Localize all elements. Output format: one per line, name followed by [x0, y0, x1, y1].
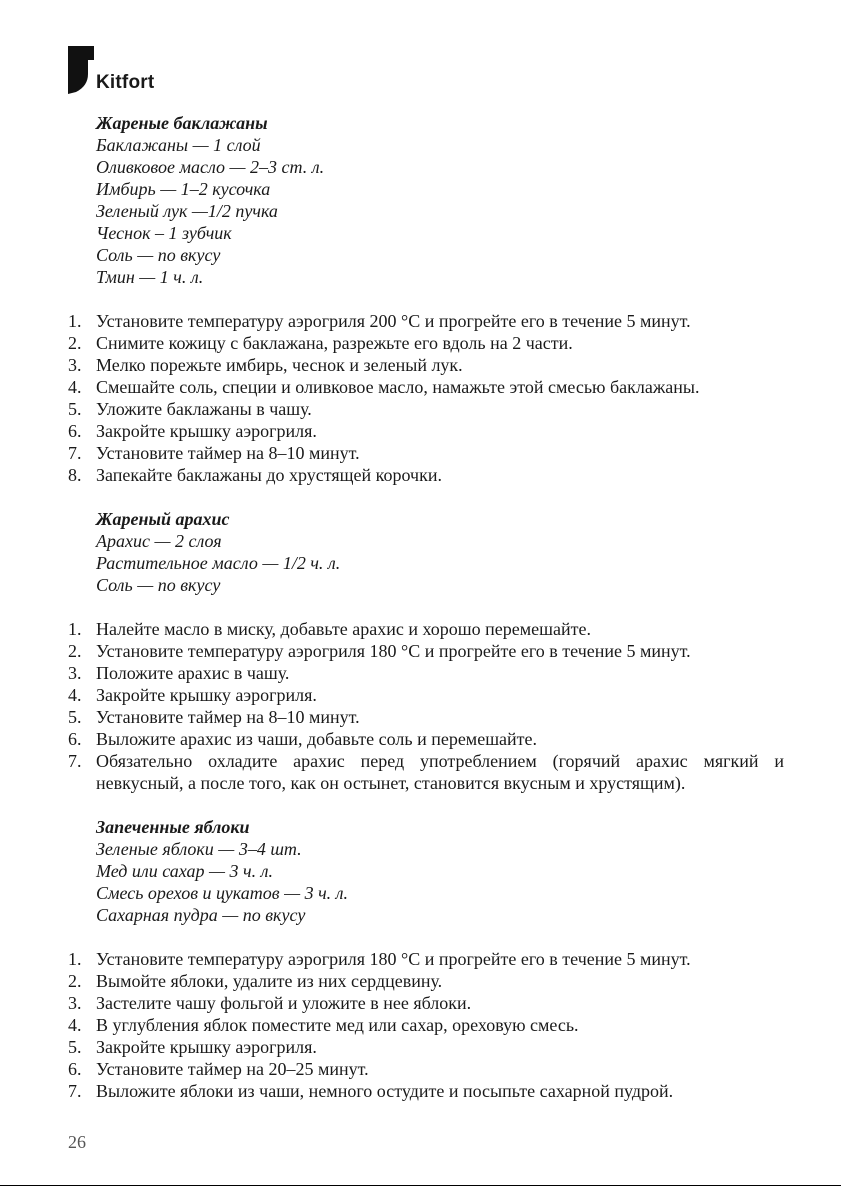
- step-number: 4.: [68, 377, 82, 397]
- step-item: [68, 442, 784, 464]
- step-item: [68, 310, 784, 332]
- step-item: [68, 1058, 784, 1080]
- ingredient-item: Баклажаны — 1 слой: [96, 135, 261, 155]
- step-list: [68, 310, 784, 486]
- step-item: [68, 948, 784, 970]
- step-item: [68, 684, 784, 706]
- step-item: [68, 640, 784, 662]
- ingredient-item: Имбирь — 1–2 кусочка: [96, 179, 271, 199]
- step-number: 2.: [68, 971, 82, 991]
- step-number: 3.: [68, 355, 82, 375]
- step-text: Вымойте яблоки, удалите из них сердцевину.: [96, 971, 443, 991]
- step-list: [68, 948, 784, 1102]
- step-text: Уложите баклажаны в чашу.: [96, 399, 312, 419]
- step-item: [68, 464, 784, 486]
- step-text: Мелко порежьте имбирь, чеснок и зеленый лук.: [96, 355, 463, 375]
- recipe-section: [68, 816, 784, 1102]
- step-text: Установите таймер на 8–10 минут.: [96, 443, 360, 463]
- ingredient-item: Соль — по вкусу: [96, 245, 221, 265]
- step-number: 2.: [68, 641, 82, 661]
- ingredient-item: Растительное масло — 1/2 ч. л.: [96, 553, 341, 573]
- ingredient-list: [96, 838, 784, 926]
- step-item: [68, 354, 784, 376]
- ingredient-item: Соль — по вкусу: [96, 575, 221, 595]
- step-text: Выложите арахис из чаши, добавьте соль и перемешайте.: [96, 729, 538, 749]
- step-text: Закройте крышку аэрогриля.: [96, 685, 317, 705]
- ingredient-list: [96, 530, 784, 596]
- step-number: 6.: [68, 1059, 82, 1079]
- ingredient-item: Смесь орехов и цукатов — 3 ч. л.: [96, 883, 349, 903]
- recipe-title: Жареные баклажаны: [96, 113, 268, 133]
- page-content: [68, 112, 784, 1102]
- kitfort-logo-icon: [68, 46, 98, 94]
- step-text: Установите таймер на 20–25 минут.: [96, 1059, 369, 1079]
- step-item: [68, 420, 784, 442]
- step-number: 3.: [68, 993, 82, 1013]
- ingredient-item: Зеленые яблоки — 3–4 шт.: [96, 839, 302, 859]
- step-item: [68, 1080, 784, 1102]
- brand-logo: [68, 46, 228, 96]
- step-text: Налейте масло в миску, добавьте арахис и хорошо перемешайте.: [96, 619, 591, 639]
- step-number: 7.: [68, 751, 82, 771]
- step-item: [68, 662, 784, 684]
- step-number: 2.: [68, 333, 82, 353]
- ingredient-item: Сахарная пудра — по вкусу: [96, 905, 306, 925]
- step-text: Застелите чашу фольгой и уложите в нее яблоки.: [96, 993, 472, 1013]
- step-item: [68, 1036, 784, 1058]
- step-text: Установите температуру аэрогриля 180 °С и прогрейте его в течение 5 минут.: [96, 641, 691, 661]
- step-number: 3.: [68, 663, 82, 683]
- step-number: 1.: [68, 619, 82, 639]
- step-number: 7.: [68, 443, 82, 463]
- step-text: Снимите кожицу с баклажана, разрежьте его вдоль на 2 части.: [96, 333, 573, 353]
- step-number: 5.: [68, 707, 82, 727]
- step-item: [68, 398, 784, 420]
- recipe-section: [68, 112, 784, 486]
- step-number: 7.: [68, 1081, 82, 1101]
- step-text: Запекайте баклажаны до хрустящей корочки.: [96, 465, 442, 485]
- step-text: Смешайте соль, специи и оливковое масло, намажьте этой смесью баклажаны.: [96, 377, 700, 397]
- bottom-rule: [0, 1185, 841, 1186]
- step-item: [68, 970, 784, 992]
- recipe-title: Запеченные яблоки: [96, 817, 250, 837]
- step-text: Положите арахис в чашу.: [96, 663, 290, 683]
- ingredient-item: Тмин — 1 ч. л.: [96, 267, 204, 287]
- step-item: [68, 750, 784, 794]
- step-item: [68, 618, 784, 640]
- step-text: Установите температуру аэрогриля 180 °С и прогрейте его в течение 5 минут.: [96, 949, 691, 969]
- recipe-section: [68, 508, 784, 794]
- step-number: 8.: [68, 465, 82, 485]
- step-item: [68, 376, 784, 398]
- step-number: 6.: [68, 421, 82, 441]
- step-item: [68, 992, 784, 1014]
- step-item: [68, 728, 784, 750]
- step-item: [68, 1014, 784, 1036]
- step-number: 5.: [68, 1037, 82, 1057]
- step-item: [68, 332, 784, 354]
- step-number: 5.: [68, 399, 82, 419]
- ingredient-item: Зеленый лук —1/2 пучка: [96, 201, 278, 221]
- step-number: 4.: [68, 685, 82, 705]
- step-text: Установите таймер на 8–10 минут.: [96, 707, 360, 727]
- step-text: Установите температуру аэрогриля 200 °С и прогрейте его в течение 5 минут.: [96, 311, 691, 331]
- step-number: 1.: [68, 311, 82, 331]
- step-text: В углубления яблок поместите мед или сахар, ореховую смесь.: [96, 1015, 579, 1035]
- step-text: Выложите яблоки из чаши, немного остудите и посыпьте сахарной пудрой.: [96, 1081, 674, 1101]
- brand-name: Kitfort: [96, 72, 155, 93]
- ingredient-item: Оливковое масло — 2–3 ст. л.: [96, 157, 325, 177]
- ingredient-item: Арахис — 2 слоя: [96, 531, 222, 551]
- ingredient-item: Мед или сахар — 3 ч. л.: [96, 861, 273, 881]
- step-text: Закройте крышку аэрогриля.: [96, 1037, 317, 1057]
- ingredient-list: [96, 134, 784, 288]
- ingredient-item: Чеснок – 1 зубчик: [96, 223, 232, 243]
- recipe-title: Жареный арахис: [96, 509, 230, 529]
- step-number: 1.: [68, 949, 82, 969]
- step-number: 6.: [68, 729, 82, 749]
- step-text: Закройте крышку аэрогриля.: [96, 421, 317, 441]
- step-item: [68, 706, 784, 728]
- page-number: 26: [68, 1132, 86, 1152]
- step-number: 4.: [68, 1015, 82, 1035]
- step-list: [68, 618, 784, 794]
- step-text: Обязательно охладите арахис перед употреблением (горячий арахис мягкий и невкусный, а после того, как он остынет, становится вкусным и хрустящим).: [96, 751, 784, 793]
